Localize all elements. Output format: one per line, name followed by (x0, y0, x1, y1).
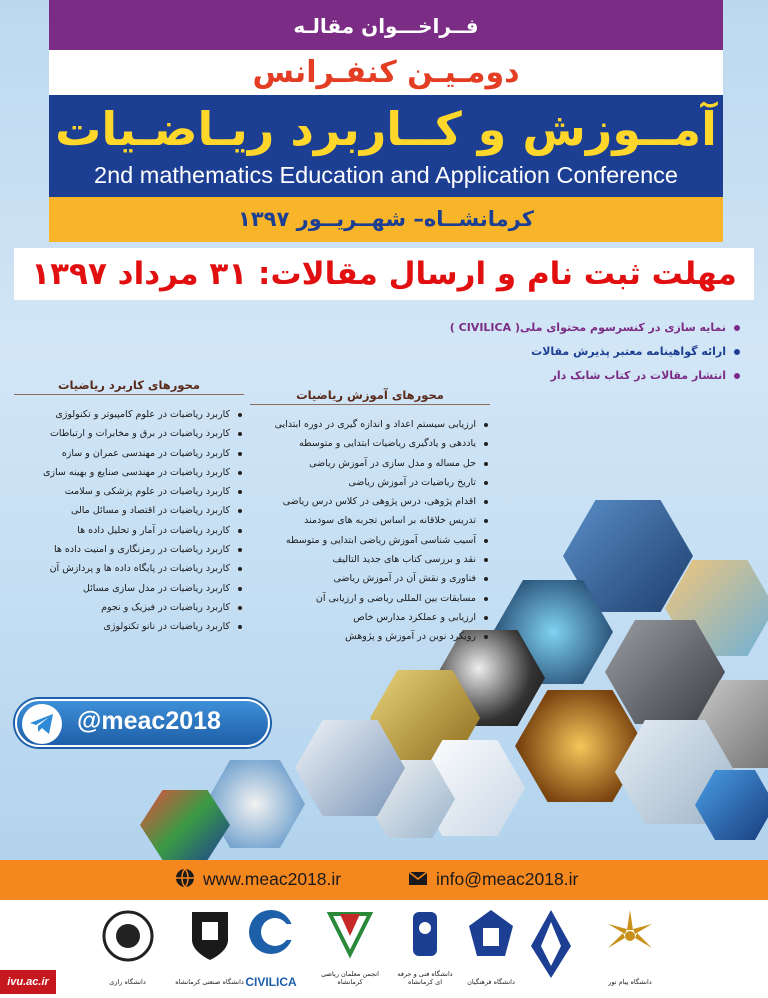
education-topic-item: تدریس خلاقانه بر اساس تجربه های سودمند (250, 511, 490, 530)
application-topic-item: کاربرد ریاضیات در مهندسی صنایع و بهینه سازی (14, 463, 244, 482)
sponsor-logos (0, 900, 768, 998)
education-topic-item: اقدام پژوهی، درس پژوهی در کلاس درس ریاضی (250, 492, 490, 511)
globe-icon (175, 868, 195, 888)
razi-university-logo (95, 906, 160, 986)
education-topic-item: حل مساله و مدل سازی در آموزش ریاضی (250, 454, 490, 473)
application-topics (14, 378, 244, 637)
application-topic-item: کاربرد ریاضیات در علوم کامپیوتر و تکنولوژی (14, 405, 244, 424)
benefit-item: انتشار مقالات در کتاب شابک دار (430, 364, 740, 388)
application-topic-item: کاربرد ریاضیات در رمزنگاری و امنیت داده ها (14, 540, 244, 559)
application-topic-item: کاربرد ریاضیات در مدل سازی مسائل (14, 579, 244, 598)
technical-vocational-university-logo (395, 906, 455, 986)
envelope-icon (408, 868, 428, 888)
location-date: کرمانشــاه– شهــریــور ۱۳۹۷ (49, 197, 723, 242)
application-topic-item: کاربرد ریاضیات در برق و مخابرات و ارتباطات (14, 424, 244, 443)
benefit-item: نمایه سازی در کنسرسوم محتوای ملی( CIVILICA ) (430, 316, 740, 340)
email-text: info@meac2018.ir (436, 869, 579, 889)
conference-title-en: 2nd mathematics Education and Application Conference (94, 162, 678, 188)
telegram-icon (22, 704, 62, 744)
civilica-label: CIVILICA (245, 975, 297, 989)
farhangian-university-label: دانشگاه فرهنگیان (467, 978, 515, 986)
payame-noor-university-label: دانشگاه پیام نور (608, 978, 652, 986)
application-topics-heading: محورهای کاربرد ریاضیات (14, 378, 244, 395)
education-topic-item: نقد و بررسی کتاب های جدید التالیف (250, 550, 490, 569)
math-teachers-association-logo (315, 906, 385, 986)
email-link[interactable] (408, 866, 578, 892)
education-topic-item: یاددهی و یادگیری ریاضیات ابتدایی و متوسطه (250, 434, 490, 453)
website-link[interactable] (175, 866, 341, 892)
call-for-papers-banner: فــراخـــوان مقالـه (49, 0, 723, 50)
application-topic-item: کاربرد ریاضیات در آمار و تحلیل داده ها (14, 521, 244, 540)
education-topics-heading: محورهای آموزش ریاضیات (250, 388, 490, 405)
technical-vocational-university-label: دانشگاه فنی و حرفه ای کرمانشاه (397, 970, 453, 986)
watermark-badge: ivu.ac.ir (0, 970, 56, 994)
telegram-handle: @meac2018 (77, 707, 221, 735)
benefit-item: ارائه گواهینامه معتبر پذیرش مقالات (430, 340, 740, 364)
education-topic-item: ارزیابی و عملکرد مدارس خاص (250, 608, 490, 627)
education-topic-item: مسابقات بین المللی ریاضی و ارزیابی آن (250, 589, 490, 608)
education-topic-item: رویکرد نوین در آموزش و پژوهش (250, 627, 490, 646)
education-topic-item: تاریخ ریاضیات در آموزش ریاضی (250, 473, 490, 492)
conference-title-fa: آمــوزش و کــاربرد ریـاضـیات (55, 102, 717, 156)
farhangian-university-logo (460, 906, 522, 986)
sanati-university-label: دانشگاه صنعتی کرمانشاه (175, 978, 244, 986)
application-topic-item: کاربرد ریاضیات در اقتصاد و مسائل مالی (14, 501, 244, 520)
razi-university-label: دانشگاه رازی (109, 978, 146, 986)
education-topics (250, 388, 490, 647)
second-conference-label: دومـیـن کنفـرانس (49, 50, 723, 95)
contact-bar (0, 860, 768, 900)
education-topic-item: آسیب شناسی آموزش ریاضی ابتدایی و متوسطه (250, 531, 490, 550)
application-topic-item: کاربرد ریاضیات در نانو تکنولوژی (14, 617, 244, 636)
payame-noor-university-logo (590, 906, 670, 986)
telegram-channel-button[interactable] (15, 699, 270, 747)
application-topic-item: کاربرد ریاضیات در پایگاه داده ها و پردازش آن (14, 559, 244, 578)
education-topic-item: فناوری و نقش آن در آموزش ریاضی (250, 569, 490, 588)
civilica-logo (236, 906, 306, 989)
registration-deadline: مهلت ثبت نام و ارسال مقالات: ۳۱ مرداد ۱۳۹۷ (14, 248, 754, 300)
azad-university-logo (525, 906, 577, 986)
application-topic-item: کاربرد ریاضیات در مهندسی عمران و سازه (14, 444, 244, 463)
education-topic-item: ارزیابی سیستم اعداد و اندازه گیری در دوره ابتدایی (250, 415, 490, 434)
application-topic-item: کاربرد ریاضیات در علوم پزشکی و سلامت (14, 482, 244, 501)
benefits-list (430, 316, 740, 388)
math-teachers-association-label: انجمن معلمان ریاضی کرمانشاه (321, 970, 379, 986)
website-text: www.meac2018.ir (203, 869, 342, 889)
application-topic-item: کاربرد ریاضیات در فیزیک و نجوم (14, 598, 244, 617)
title-banner (49, 95, 723, 197)
